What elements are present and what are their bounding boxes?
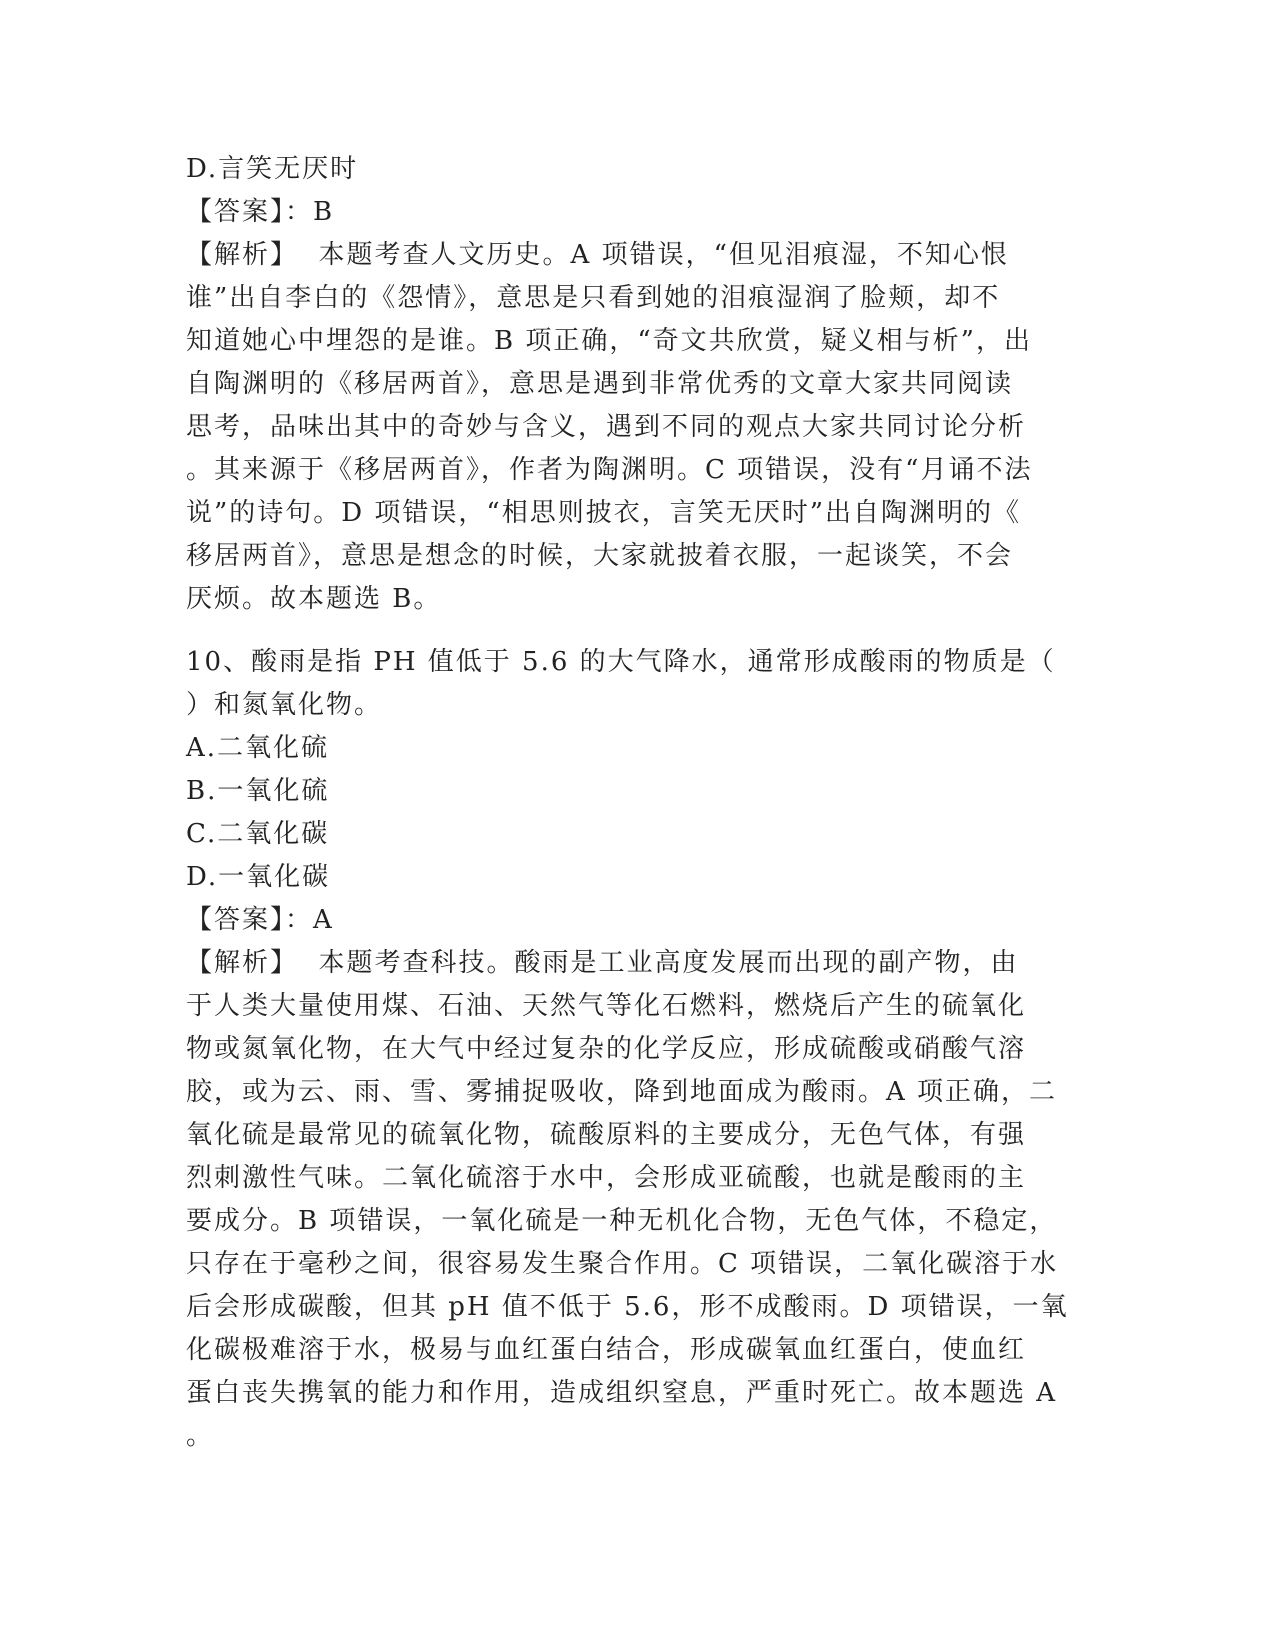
q10-answer: 【答案】：A <box>186 905 334 935</box>
explanation-line: 知道她心中埋怨的是谁。B 项正确，“奇文共欣赏，疑义相与析”，出 <box>186 326 1032 356</box>
explanation-line: 自陶渊明的《移居两首》，意思是遇到非常优秀的文章大家共同阅读 <box>186 369 1014 399</box>
document-page <box>186 148 1076 1458</box>
explanation-line: 只存在于毫秒之间，很容易发生聚合作用。C 项错误，二氧化碳溶于水 <box>186 1249 1059 1279</box>
explanation-line: 思考，品味出其中的奇妙与含义，遇到不同的观点大家共同讨论分析 <box>186 412 1027 442</box>
question-line: 10、酸雨是指 PH 值低于 5.6 的大气降水，通常形成酸雨的物质是（ <box>186 647 1056 677</box>
q9-explanation <box>186 234 1076 621</box>
explanation-line: 移居两首》，意思是想念的时候，大家就披着衣服，一起谈笑，不会 <box>186 541 1014 571</box>
q10-option-b: B.一氧化硫 <box>186 776 330 806</box>
explanation-line: 。其来源于《移居两首》，作者为陶渊明。C 项错误，没有“月诵不法 <box>186 455 1033 485</box>
q10-explanation <box>186 942 1076 1458</box>
explanation-line: 厌烦。故本题选 B。 <box>186 584 442 614</box>
explanation-line: 【解析】 本题考查人文历史。A 项错误，“但见泪痕湿，不知心恨 <box>186 240 1009 270</box>
explanation-line: 要成分。B 项错误，一氧化硫是一种无机化合物，无色气体，不稳定， <box>186 1206 1058 1236</box>
question-line: ）和氮氧化物。 <box>186 690 383 720</box>
explanation-line: 烈刺激性气味。二氧化硫溶于水中，会形成亚硫酸，也就是酸雨的主 <box>186 1163 1027 1193</box>
explanation-line: 后会形成碳酸，但其 pH 值不低于 5.6，形不成酸雨。D 项错误，一氧 <box>186 1292 1069 1322</box>
q9-answer: 【答案】：B <box>186 197 335 227</box>
q10-option-c: C.二氧化碳 <box>186 819 330 849</box>
q9-option-d: D.言笑无厌时 <box>186 154 359 184</box>
q10-question <box>186 641 1076 727</box>
explanation-line: 谁”出自李白的《怨情》，意思是只看到她的泪痕湿润了脸颊，却不 <box>186 283 1001 313</box>
explanation-line: 胶，或为云、雨、雪、雾捕捉吸收，降到地面成为酸雨。A 项正确，二 <box>186 1077 1058 1107</box>
q10-option-a: A.二氧化硫 <box>186 733 330 763</box>
explanation-line: 于人类大量使用煤、石油、天然气等化石燃料，燃烧后产生的硫氧化 <box>186 991 1027 1021</box>
explanation-line: 说”的诗句。D 项错误，“相思则披衣，言笑无厌时”出自陶渊明的《 <box>186 498 1021 528</box>
explanation-line: 。 <box>186 1421 215 1451</box>
explanation-line: 物或氮氧化物，在大气中经过复杂的化学反应，形成硫酸或硝酸气溶 <box>186 1034 1027 1064</box>
q10-options <box>186 727 1076 899</box>
q10-option-d: D.一氧化碳 <box>186 862 331 892</box>
explanation-line: 【解析】 本题考查科技。酸雨是工业高度发展而出现的副产物，由 <box>186 948 1019 978</box>
explanation-line: 氧化硫是最常见的硫氧化物，硫酸原料的主要成分，无色气体，有强 <box>186 1120 1027 1150</box>
section-gap <box>186 621 1076 641</box>
explanation-line: 化碳极难溶于水，极易与血红蛋白结合，形成碳氧血红蛋白，使血红 <box>186 1335 1027 1365</box>
explanation-line: 蛋白丧失携氧的能力和作用，造成组织窒息，严重时死亡。故本题选 A <box>186 1378 1058 1408</box>
